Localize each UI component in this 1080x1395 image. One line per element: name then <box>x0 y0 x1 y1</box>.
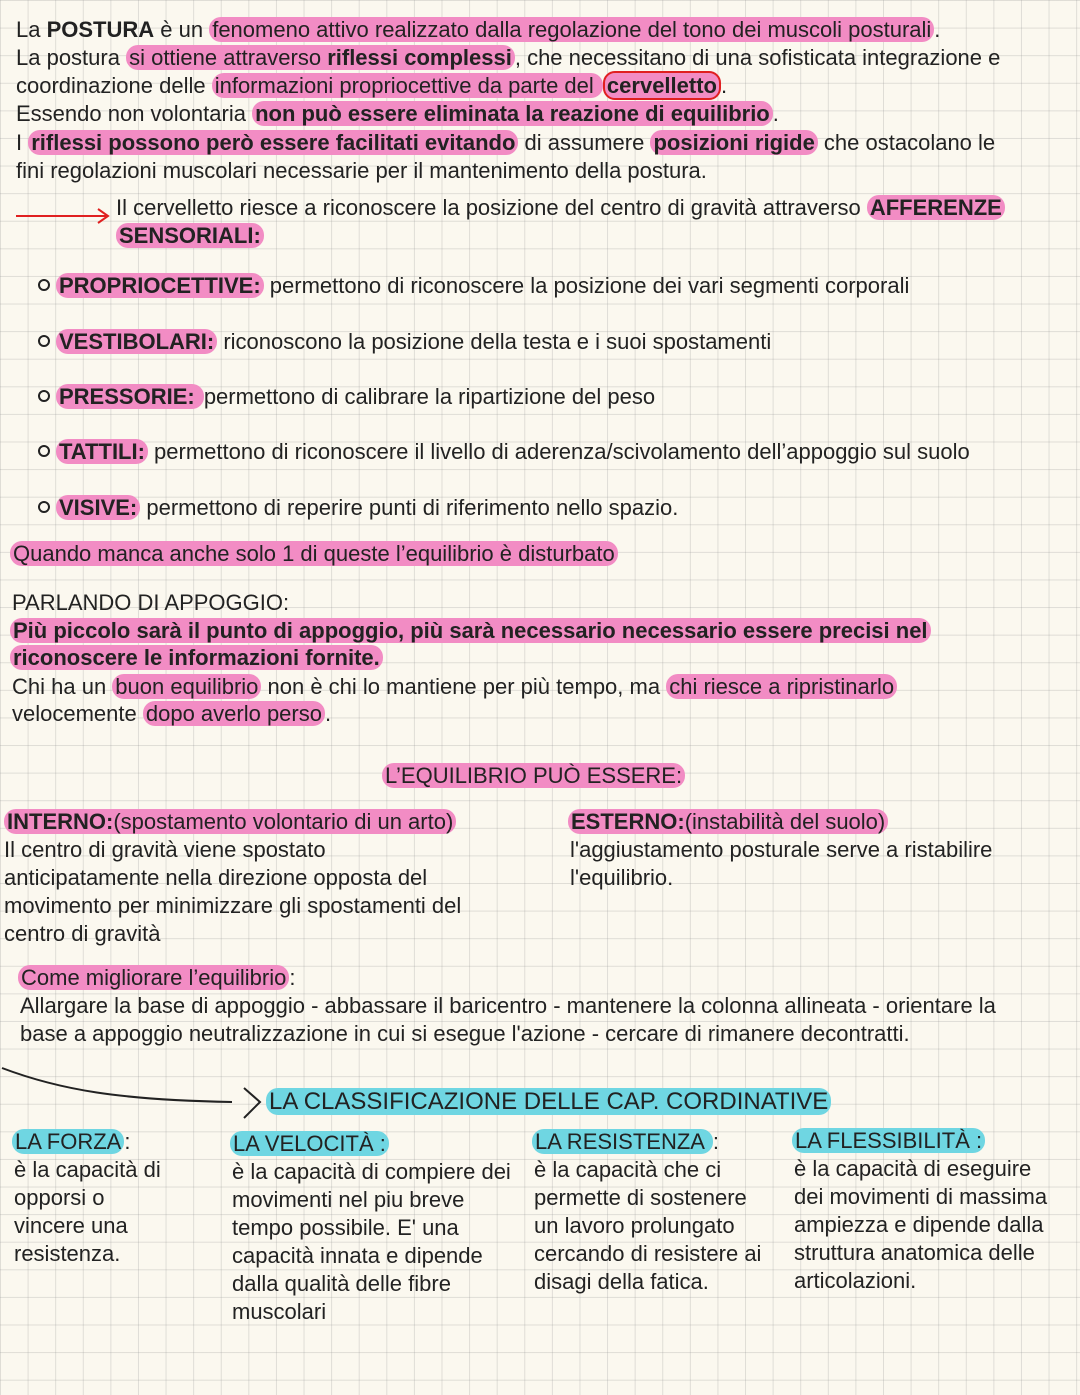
list-label: PRESSORIE: <box>56 384 204 409</box>
highlight <box>568 809 888 834</box>
highlight: Quando manca anche solo 1 di queste l’equilibrio è disturbato <box>10 541 618 566</box>
label: ESTERNO: <box>571 809 685 834</box>
text: . <box>720 73 728 98</box>
text: . <box>772 101 779 126</box>
list-text: riconoscono la posizione della testa e i suoi spostamenti <box>217 329 772 354</box>
text: si ottiene attraverso <box>129 45 328 70</box>
cap-text-forza: è la capacità di opporsi o vincere una resistenza. <box>14 1157 161 1266</box>
esterno-title <box>568 808 888 836</box>
text: (spostamento volontario di un arto) <box>113 809 454 834</box>
intro-line-5 <box>16 129 995 157</box>
appoggio-line-3 <box>12 673 897 701</box>
text: non è chi lo mantiene per più tempo, ma <box>261 674 667 699</box>
afferenze-intro-2 <box>116 222 264 250</box>
appoggio-title: PARLANDO DI APPOGGIO: <box>12 590 290 615</box>
list-label: TATTILI: <box>56 439 148 464</box>
text: che ostacolano le <box>817 130 996 155</box>
intro-line-4 <box>16 100 779 128</box>
text: velocemente <box>12 701 143 726</box>
curved-arrow-icon <box>0 1060 270 1126</box>
highlight: riconoscere le informazioni fornite. <box>10 645 383 670</box>
intro-line-2 <box>16 44 1000 72</box>
boxed-keyword-cervelletto: cervelletto <box>603 71 721 100</box>
highlight <box>4 809 456 834</box>
interno-title <box>4 808 456 836</box>
highlight: Come migliorare l’equilibrio <box>18 965 289 990</box>
highlight: fenomeno attivo realizzato dalla regolazione del tono dei muscoli posturali <box>209 17 934 42</box>
text: I <box>16 130 29 155</box>
cap-text-resistenza: è la capacità che ci permette di sostenere un lavoro prolungato cercando di resistere ai disagi della fatica. <box>534 1157 762 1294</box>
text: di assumere <box>518 130 651 155</box>
text: : <box>124 1129 131 1154</box>
migliorare-line-1: Allargare la base di appoggio - abbassare il baricentro - mantenere la colonna allineata - orientare la <box>20 993 996 1018</box>
text: Chi ha un <box>12 674 113 699</box>
highlight: LA CLASSIFICAZIONE DELLE CAP. CORDINATIVE <box>266 1088 831 1115</box>
list-label: PROPRIOCETTIVE: <box>56 273 264 298</box>
text: (instabilità del suolo) <box>684 809 886 834</box>
highlight: riflessi possono però essere facilitati evitando <box>28 130 518 155</box>
highlight: L’EQUILIBRIO PUÒ ESSERE: <box>382 763 685 788</box>
highlight: buon equilibrio <box>112 674 261 699</box>
highlight: posizioni rigide <box>650 130 817 155</box>
intro-line-3 <box>16 72 727 100</box>
bullet-icon <box>38 445 50 457</box>
label: INTERNO: <box>7 809 114 834</box>
list-item <box>38 328 771 356</box>
list-text: permettono di riconoscere la posizione dei vari segmenti corporali <box>263 273 910 298</box>
appoggio-line-1 <box>10 617 931 645</box>
afferenze-intro <box>116 194 1005 222</box>
highlight: dopo averlo perso <box>143 701 325 726</box>
list-item <box>38 494 678 522</box>
migliorare-title <box>18 964 295 992</box>
highlight: Più piccolo sarà il punto di appoggio, più sarà necessario necessario essere precisi nel <box>10 618 931 643</box>
list-item <box>38 272 909 300</box>
highlight: LA FORZA <box>12 1129 124 1154</box>
text: è un <box>154 17 210 42</box>
bullet-icon <box>38 501 50 513</box>
bullet-icon <box>38 335 50 347</box>
intro-line-1 <box>16 16 940 44</box>
text: Il cervelletto riesce a riconoscere la posizione del centro di gravità attraverso <box>116 195 867 220</box>
bullet-icon <box>38 279 50 291</box>
text: La postura <box>16 45 127 70</box>
equilibrio-title <box>382 762 685 790</box>
list-label: VISIVE: <box>56 495 140 520</box>
highlight: SENSORIALI: <box>116 223 264 248</box>
highlight: chi riesce a ripristinarlo <box>666 674 897 699</box>
cap-text-flessibilita: è la capacità di eseguire dei movimenti di massima ampiezza e dipende dalla struttura anatomica delle articolazioni. <box>794 1156 1048 1293</box>
list-item <box>38 438 970 466</box>
text: : <box>289 965 296 990</box>
cap-title-forza <box>12 1128 130 1156</box>
cap-title-flessibilita <box>792 1127 985 1155</box>
migliorare-line-2: base a appoggio neutralizzazione in cui si esegue l'azione - cercare di rimanere decontratti. <box>20 1021 910 1046</box>
highlight: non può essere eliminata la reazione di equilibrio <box>252 101 773 126</box>
cap-title-velocita <box>230 1130 389 1158</box>
text: . <box>934 17 941 42</box>
highlight: LA RESISTENZA <box>532 1129 713 1154</box>
bullet-icon <box>38 390 50 402</box>
esterno-text: l'aggiustamento posturale serve a ristabilire l'equilibrio. <box>570 837 993 890</box>
highlight <box>126 45 515 70</box>
text: : <box>712 1129 719 1154</box>
cap-title-resistenza <box>532 1128 719 1156</box>
manca-note <box>10 540 618 568</box>
highlight: LA FLESSIBILITÀ : <box>792 1128 985 1153</box>
list-label: VESTIBOLARI: <box>56 329 217 354</box>
text: coordinazione delle <box>16 73 212 98</box>
highlight: LA VELOCITÀ : <box>230 1131 389 1156</box>
list-text: permettono di calibrare la ripartizione del peso <box>203 384 656 409</box>
list-item <box>38 383 655 411</box>
keyword-postura: POSTURA <box>46 17 155 42</box>
keyword: riflessi complessi <box>327 45 512 70</box>
list-text: permettono di reperire punti di riferimento nello spazio. <box>140 495 679 520</box>
text: , che necessitano di una sofisticata integrazione e <box>514 45 1001 70</box>
intro-line-6: fini regolazioni muscolari necessarie per il mantenimento della postura. <box>16 158 707 183</box>
appoggio-line-2 <box>10 644 383 672</box>
text: La <box>16 17 47 42</box>
highlight: AFFERENZE <box>867 195 1005 220</box>
appoggio-line-4 <box>12 700 331 728</box>
list-text: permettono di riconoscere il livello di aderenza/scivolamento dell’appoggio sul suolo <box>147 439 970 464</box>
text: . <box>324 701 332 726</box>
interno-text: Il centro di gravità viene spostato anticipatamente nella direzione opposta del movimento per minimizzare gli spostamenti del centro di gravità <box>4 837 462 946</box>
text: Essendo non volontaria <box>16 101 253 126</box>
red-arrow-icon <box>14 204 114 228</box>
cap-text-velocita: è la capacità di compiere dei movimenti nel piu breve tempo possibile. E' una capacità innata e dipende dalla qualità delle fibre muscolari <box>232 1159 511 1324</box>
highlight: informazioni propriocettive da parte del <box>212 73 603 98</box>
classificazione-title <box>266 1088 831 1116</box>
